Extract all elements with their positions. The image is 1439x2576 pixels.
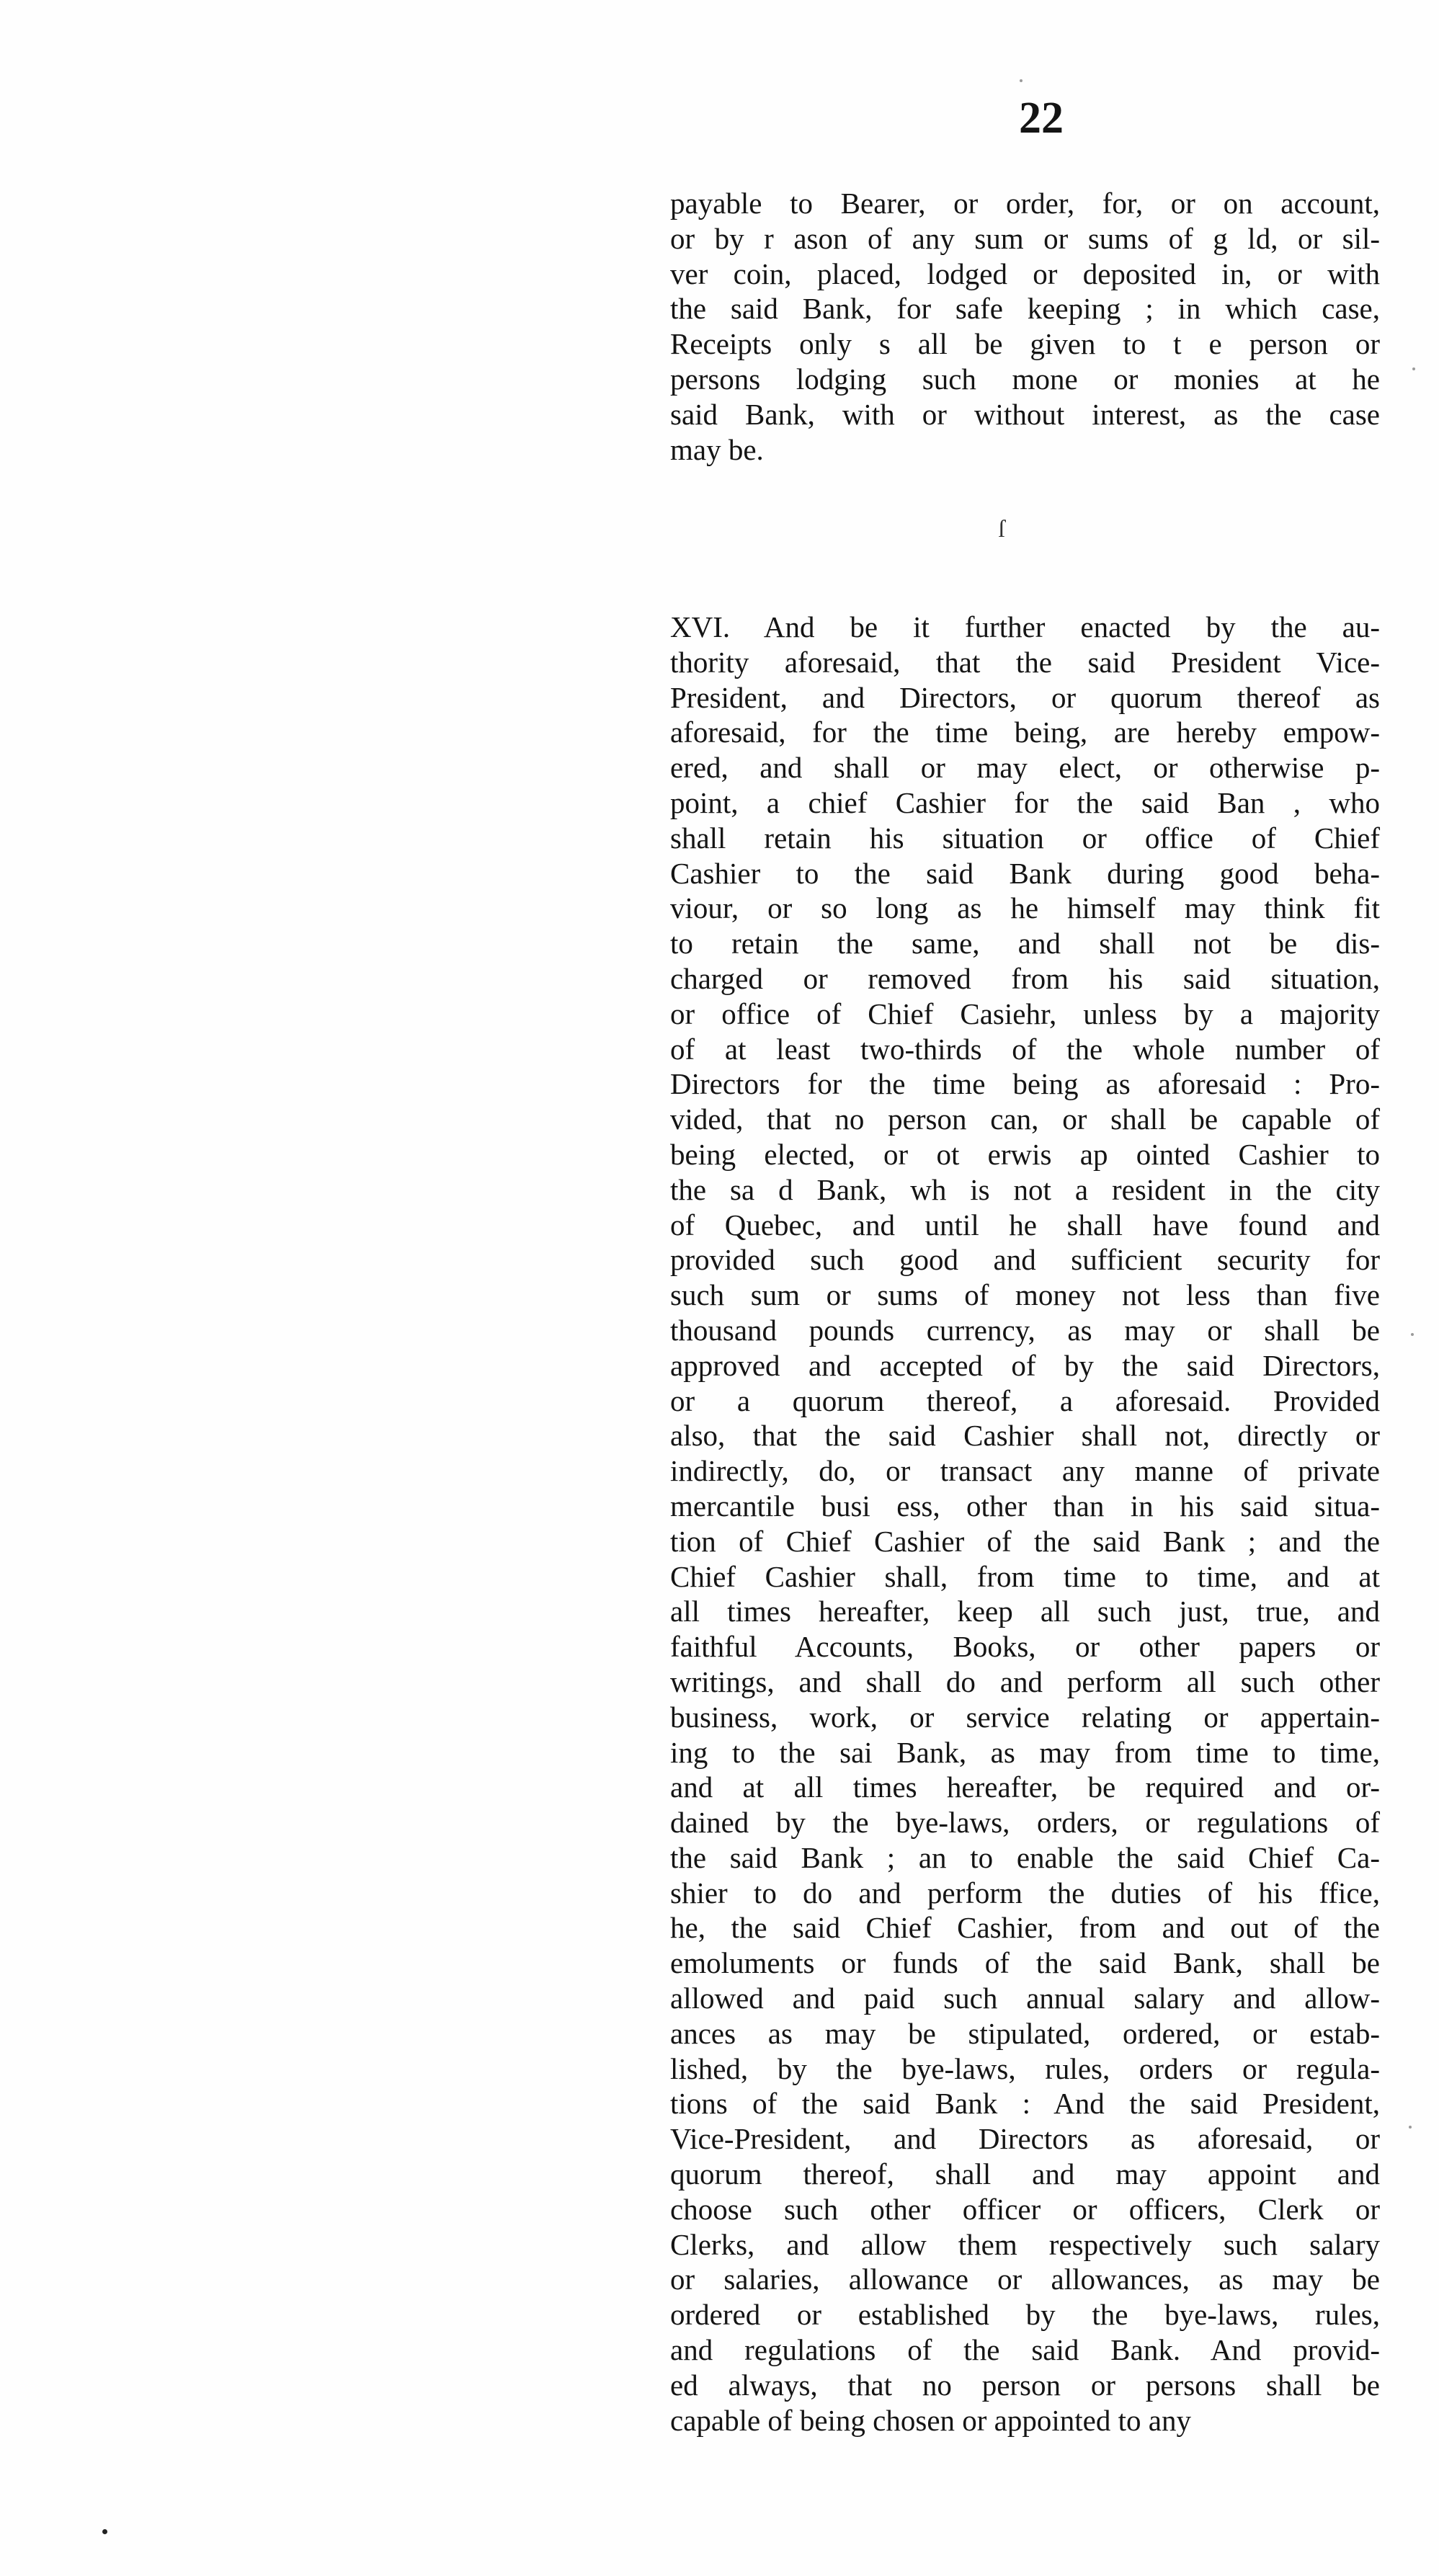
text-line: vided, that no person can, or shall be capable of <box>670 1102 1380 1136</box>
text-line: President, and Directors, or quorum thereof as <box>670 680 1380 714</box>
text-line: or office of Chief Casiehr, unless by a majority <box>670 997 1380 1030</box>
text-line: faithful Accounts, Books, or other papers or <box>670 1630 1380 1664</box>
text-line: emoluments or funds of the said Bank, shall be <box>670 1946 1380 1980</box>
text-line: and regulations of the said Bank. And provid- <box>670 2333 1380 2367</box>
text-line: indirectly, do, or transact any manne of private <box>670 1454 1380 1488</box>
text-line: XVI. And be it further enacted by the au- <box>670 610 1380 643</box>
text-line: Chief Cashier shall, from time to time, and at <box>670 1559 1380 1593</box>
text-line: allowed and paid such annual salary and allow- <box>670 1982 1380 2015</box>
text-line: ver coin, placed, lodged or deposited in, or with <box>670 257 1380 290</box>
text-line: the sa d Bank, wh is not a resident in the city <box>670 1172 1380 1206</box>
text-line: mercantile busi ess, other than in his said situa- <box>670 1489 1380 1523</box>
paper-speck <box>1412 367 1415 370</box>
text-line: payable to Bearer, or order, for, or on account, <box>670 187 1380 220</box>
text-line: all times hereafter, keep all such just, true, and <box>670 1595 1380 1628</box>
text-line: ordered or established by the bye-laws, rules, <box>670 2298 1380 2332</box>
text-line: choose such other officer or officers, Clerk or <box>670 2192 1380 2226</box>
text-line: viour, or so long as he himself may think fit <box>670 891 1380 925</box>
text-line: he, the said Chief Cashier, from and out of the <box>670 1911 1380 1945</box>
text-line: such sum or sums of money not less than five <box>670 1278 1380 1312</box>
text-line: to retain the same, and shall not be dis- <box>670 927 1380 961</box>
text-line: Cashier to the said Bank during good beha- <box>670 856 1380 890</box>
text-line: thority aforesaid, that the said President Vice- <box>670 645 1380 679</box>
section-mark: ſ <box>998 516 1005 543</box>
text-line: ing to the sai Bank, as may from time to time, <box>670 1735 1380 1769</box>
text-line: provided such good and sufficient security for <box>670 1243 1380 1277</box>
text-line: and at all times hereafter, be required and or- <box>670 1770 1380 1804</box>
text-line: charged or removed from his said situation, <box>670 961 1380 995</box>
text-line: tions of the said Bank : And the said President, <box>670 2087 1380 2121</box>
text-line: Receipts only s all be given to t e person or <box>670 327 1380 361</box>
text-line: approved and accepted of by the said Directors, <box>670 1348 1380 1382</box>
paper-speck <box>102 2529 107 2534</box>
continuation-paragraph <box>670 186 1380 467</box>
text-line: ered, and shall or may elect, or otherwise p- <box>670 751 1380 785</box>
text-line: lished, by the bye-laws, rules, orders or regula- <box>670 2051 1380 2085</box>
text-line: said Bank, with or without interest, as the case <box>670 397 1380 431</box>
paper-speck <box>1409 2126 1412 2129</box>
text-line: tion of Chief Cashier of the said Bank ; and the <box>670 1524 1380 1558</box>
text-line: or a quorum thereof, a aforesaid. Provided <box>670 1383 1380 1417</box>
text-line: thousand pounds currency, as may or shall be <box>670 1313 1380 1347</box>
text-line: of at least two-thirds of the whole number of <box>670 1032 1380 1066</box>
text-line: dained by the bye-laws, orders, or regulations of <box>670 1806 1380 1840</box>
text-line: or by r ason of any sum or sums of g ld, or sil- <box>670 221 1380 255</box>
text-line: quorum thereof, shall and may appoint and <box>670 2157 1380 2191</box>
text-line: aforesaid, for the time being, are hereby empow- <box>670 716 1380 749</box>
text-line: writings, and shall do and perform all such other <box>670 1664 1380 1698</box>
paper-speck <box>1411 1333 1414 1336</box>
text-line: being elected, or ot erwis ap ointed Cashier to <box>670 1137 1380 1171</box>
text-line: the said Bank ; an to enable the said Chief Ca- <box>670 1840 1380 1874</box>
text-line: the said Bank, for safe keeping ; in which case, <box>670 292 1380 326</box>
paper-speck <box>1020 79 1023 82</box>
text-line: shier to do and perform the duties of his ffice, <box>670 1876 1380 1909</box>
text-line: shall retain his situation or office of Chief <box>670 821 1380 855</box>
text-line: of Quebec, and until he shall have found and <box>670 1208 1380 1242</box>
text-line: Clerks, and allow them respectively such salary <box>670 2227 1380 2261</box>
text-line: persons lodging such mone or monies at he <box>670 362 1380 396</box>
section-xvi-paragraph <box>670 610 1380 2438</box>
text-line: also, that the said Cashier shall not, directly or <box>670 1419 1380 1453</box>
text-line: ances as may be stipulated, ordered, or estab- <box>670 2016 1380 2050</box>
text-line: point, a chief Cashier for the said Ban , who <box>670 785 1380 819</box>
text-line: may be. <box>670 432 764 466</box>
text-line: business, work, or service relating or appertain- <box>670 1700 1380 1734</box>
text-line: or salaries, allowance or allowances, as may be <box>670 2263 1380 2296</box>
text-line: capable of being chosen or appointed to any <box>670 2403 1191 2437</box>
page-number: 22 <box>1019 94 1064 143</box>
text-line: Vice-President, and Directors as aforesaid, or <box>670 2122 1380 2156</box>
text-line: ed always, that no person or persons shall be <box>670 2368 1380 2402</box>
text-line: Directors for the time being as aforesaid : Pro- <box>670 1067 1380 1101</box>
